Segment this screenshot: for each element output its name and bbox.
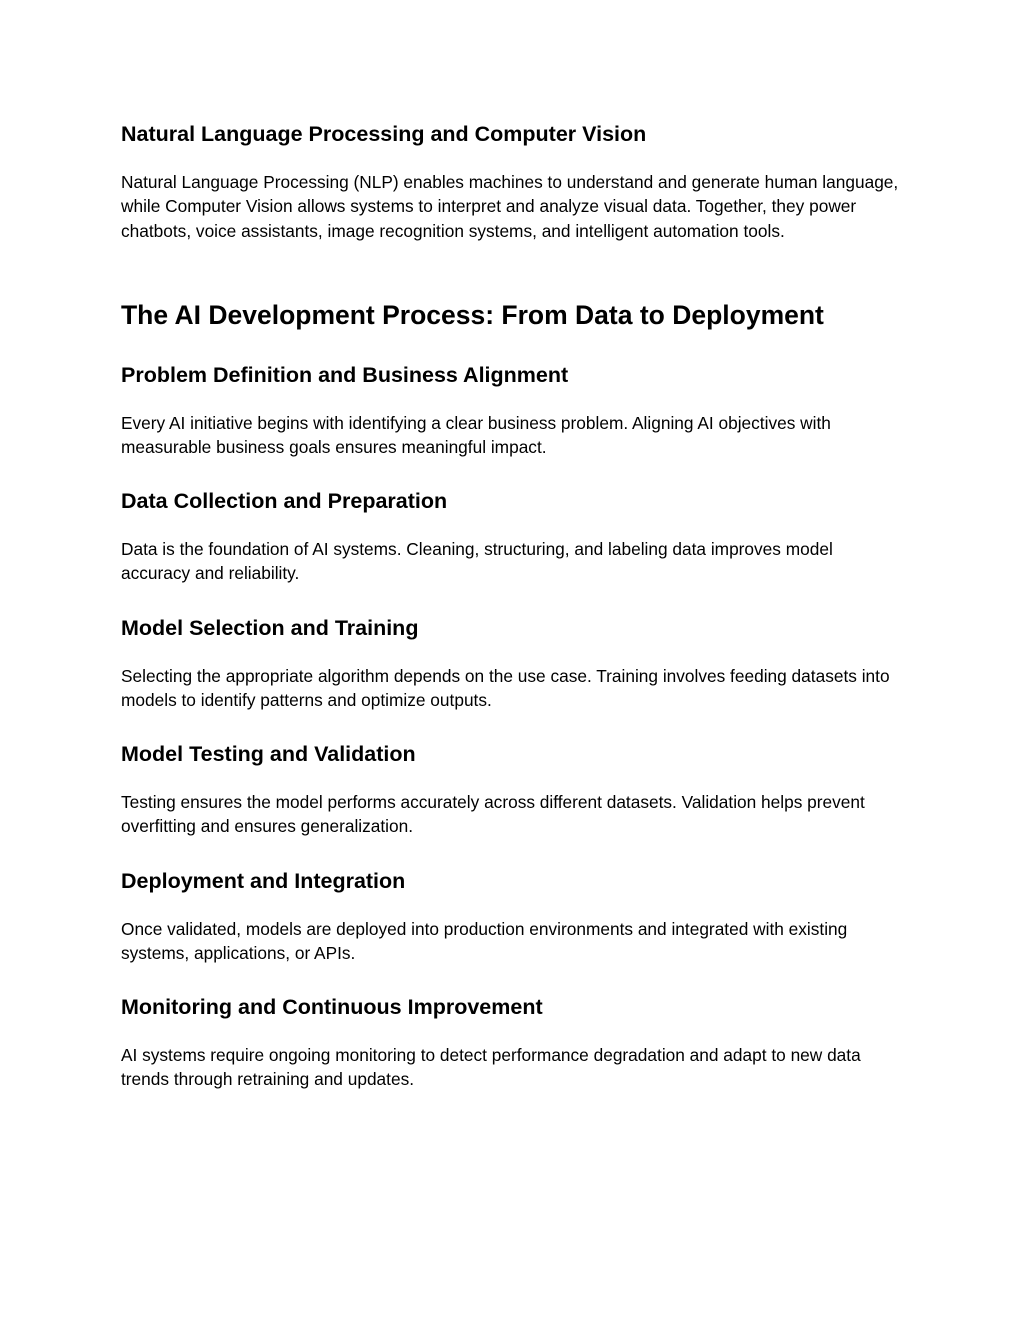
section-body-nlp-cv: Natural Language Processing (NLP) enables machines to understand and generate human language, while Computer Vision allows systems to interpret and analyze visual data. Together, they power chatbots, voice assistants, image recognition systems, and intelligent automation tools. [121, 172, 899, 241]
step-body-deployment: Once validated, models are deployed into production environments and integrated with existing systems, applications, or APIs. [121, 919, 848, 964]
step-heading-problem-definition: Problem Definition and Business Alignment [121, 363, 569, 387]
step-heading-model-selection: Model Selection and Training [121, 616, 419, 640]
step-heading-deployment: Deployment and Integration [121, 869, 406, 893]
step-body-data-collection: Data is the foundation of AI systems. Cleaning, structuring, and labeling data improves model accuracy and reliability. [121, 539, 833, 584]
step-heading-monitoring: Monitoring and Continuous Improvement [121, 995, 543, 1019]
section-heading-nlp-cv: Natural Language Processing and Computer Vision [121, 122, 647, 146]
step-body-model-testing: Testing ensures the model performs accurately across different datasets. Validation helps prevent overfitting and ensures generalization. [121, 792, 865, 837]
step-body-problem-definition: Every AI initiative begins with identifying a clear business problem. Aligning AI objectives with measurable business goals ensures meaningful impact. [121, 413, 831, 458]
step-body-monitoring: AI systems require ongoing monitoring to detect performance degradation and adapt to new data trends through retraining and updates. [121, 1045, 861, 1090]
main-heading: The AI Development Process: From Data to Deployment [121, 300, 824, 330]
step-body-model-selection: Selecting the appropriate algorithm depends on the use case. Training involves feeding datasets into models to identify patterns and optimize outputs. [121, 666, 890, 711]
step-heading-model-testing: Model Testing and Validation [121, 742, 416, 766]
step-heading-data-collection: Data Collection and Preparation [121, 489, 448, 513]
